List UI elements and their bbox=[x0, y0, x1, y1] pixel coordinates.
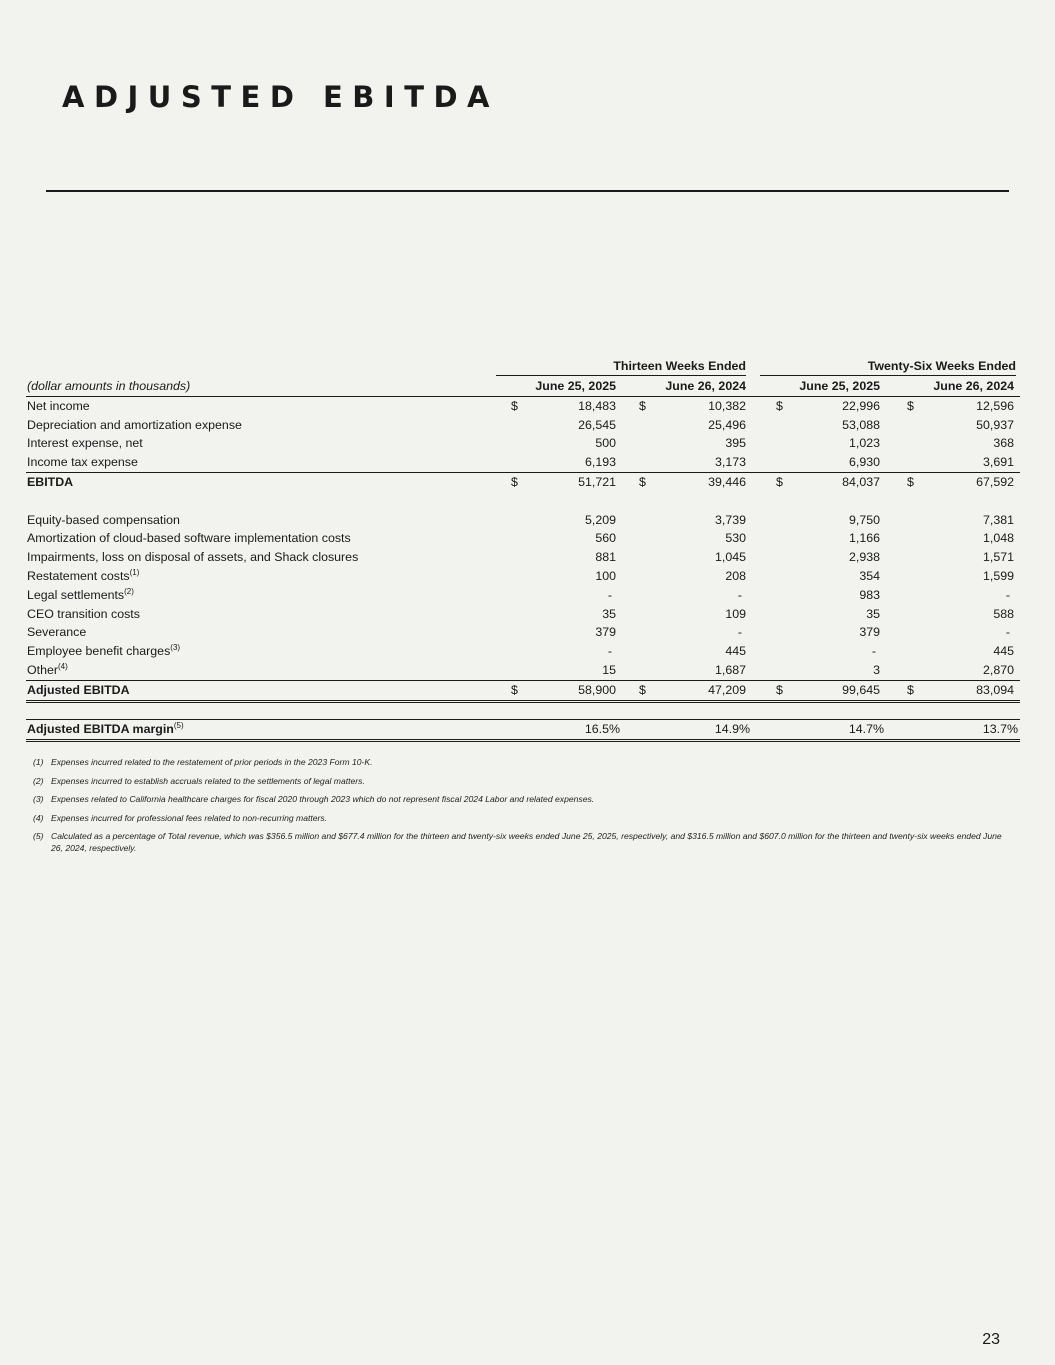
group-header-twenty-six-weeks: Twenty-Six Weeks Ended bbox=[760, 358, 1016, 376]
cell-value: 1,023 bbox=[848, 436, 880, 451]
cell-value: 881 bbox=[595, 550, 616, 565]
cell-value: 445 bbox=[725, 644, 746, 659]
footnote bbox=[33, 756, 1003, 768]
footnote bbox=[33, 793, 1003, 805]
cell-value: - bbox=[737, 625, 742, 640]
currency-symbol: $ bbox=[639, 398, 646, 413]
cell-value: 445 bbox=[993, 644, 1014, 659]
column-header: June 25, 2025 bbox=[535, 379, 616, 393]
currency-symbol: $ bbox=[511, 398, 518, 413]
cell-value: 3 bbox=[873, 662, 880, 677]
cell-value: 1,166 bbox=[848, 531, 880, 546]
row-label: Other$^{(4)}$ bbox=[27, 661, 68, 677]
footnote-text: Expenses related to California healthcare charges for fiscal 2020 through 2023 which do not represent fiscal 2024 Labor and related expenses. bbox=[51, 794, 595, 804]
cell-value: 15 bbox=[602, 662, 616, 677]
cell-value: 16.5% bbox=[584, 722, 620, 737]
cell-value: 14.9% bbox=[714, 722, 750, 737]
cell-value: 1,048 bbox=[982, 531, 1014, 546]
currency-symbol: $ bbox=[511, 474, 518, 489]
cell-value: 53,088 bbox=[842, 417, 880, 432]
table-row bbox=[26, 605, 1020, 624]
footnote bbox=[33, 830, 1003, 854]
cell-value: 51,721 bbox=[578, 474, 616, 489]
group-header-thirteen-weeks: Thirteen Weeks Ended bbox=[496, 358, 746, 376]
currency-symbol: $ bbox=[907, 474, 914, 489]
cell-value: 5,209 bbox=[584, 512, 616, 527]
cell-value: 35 bbox=[602, 606, 616, 621]
row-label: CEO transition costs bbox=[27, 606, 140, 621]
cell-value: - bbox=[1005, 625, 1010, 640]
cell-value: - bbox=[1005, 587, 1010, 602]
row-label: Adjusted EBITDA bbox=[27, 682, 130, 697]
table-row-adjusted-ebitda bbox=[26, 681, 1020, 701]
table-row bbox=[26, 434, 1020, 453]
footnote-text: Expenses incurred related to the restatement of prior periods in the 2023 Form 10-K. bbox=[51, 757, 373, 767]
table-row bbox=[26, 453, 1020, 473]
cell-value: 83,094 bbox=[976, 682, 1014, 697]
cell-value: - bbox=[737, 587, 742, 602]
cell-value: 6,193 bbox=[584, 455, 616, 470]
footnote bbox=[33, 812, 1003, 824]
row-label: Adjusted EBITDA margin$^{(5)}$ bbox=[27, 721, 184, 737]
cell-value: 1,599 bbox=[982, 568, 1014, 583]
table-row bbox=[26, 567, 1020, 586]
table-row bbox=[26, 623, 1020, 642]
table-row bbox=[26, 642, 1020, 661]
footnote bbox=[33, 775, 1003, 787]
table-row bbox=[26, 416, 1020, 435]
footnote-marker: (2) bbox=[124, 586, 134, 596]
cell-value: 1,687 bbox=[714, 662, 746, 677]
cell-value: 500 bbox=[595, 436, 616, 451]
currency-symbol: $ bbox=[907, 682, 914, 697]
cell-value: 560 bbox=[595, 531, 616, 546]
cell-value: 1,571 bbox=[982, 550, 1014, 565]
page-number: 23 bbox=[982, 1331, 1000, 1348]
row-label: Income tax expense bbox=[27, 455, 138, 470]
cell-value: 9,750 bbox=[848, 512, 880, 527]
page-title: ADJUSTED EBITDA bbox=[62, 80, 500, 114]
row-label: Depreciation and amortization expense bbox=[27, 417, 242, 432]
currency-symbol: $ bbox=[776, 474, 783, 489]
currency-symbol: $ bbox=[907, 398, 914, 413]
cell-value: 99,645 bbox=[842, 682, 880, 697]
row-label: Severance bbox=[27, 625, 87, 640]
footnote-number: (4) bbox=[33, 812, 44, 823]
cell-value: 26,545 bbox=[578, 417, 616, 432]
cell-value: 1,045 bbox=[714, 550, 746, 565]
cell-value: 379 bbox=[595, 625, 616, 640]
row-spacer bbox=[26, 701, 1020, 720]
cell-value: 6,930 bbox=[848, 455, 880, 470]
footnote-text: Calculated as a percentage of Total revenue, which was $356.5 million and $677.4 million for the thirteen and twenty-six weeks ended June 25, 2025, respectively, and $316.5 million and $607.0 million for the thirteen and twenty-six weeks ended June 26, 2024, respectively. bbox=[51, 831, 1002, 853]
footnote-marker: (3) bbox=[170, 643, 181, 653]
unit-label: (dollar amounts in thousands) bbox=[27, 379, 191, 393]
cell-value: 588 bbox=[993, 606, 1014, 621]
cell-value: 3,691 bbox=[982, 455, 1014, 470]
cell-value: 395 bbox=[725, 436, 746, 451]
cell-value: 208 bbox=[725, 568, 746, 583]
footnote-number: (5) bbox=[33, 831, 44, 841]
cell-value: 109 bbox=[725, 606, 746, 621]
footnote-marker: (5) bbox=[173, 721, 184, 731]
footnote-text: Expenses incurred to establish accruals related to the settlements of legal matters. bbox=[51, 775, 365, 786]
row-spacer bbox=[26, 492, 1020, 511]
cell-value: 47,209 bbox=[708, 682, 746, 697]
footnotes bbox=[33, 756, 1003, 861]
table-row bbox=[26, 661, 1020, 681]
row-label: EBITDA bbox=[27, 474, 74, 489]
cell-value: 354 bbox=[859, 568, 880, 583]
currency-symbol: $ bbox=[776, 398, 783, 413]
column-header: June 25, 2025 bbox=[799, 379, 880, 393]
currency-symbol: $ bbox=[639, 682, 646, 697]
cell-value: - bbox=[871, 644, 876, 659]
cell-value: 530 bbox=[725, 531, 746, 546]
cell-value: 12,596 bbox=[976, 398, 1014, 413]
group-header-row bbox=[26, 358, 1020, 377]
table-row bbox=[26, 397, 1020, 416]
cell-value: 379 bbox=[859, 625, 880, 640]
row-label: Net income bbox=[27, 398, 90, 413]
footnote-number: (3) bbox=[33, 794, 44, 804]
cell-value: 983 bbox=[859, 587, 880, 602]
row-label: Impairments, loss on disposal of assets, and Shack closures bbox=[27, 550, 359, 565]
footnote-text: Expenses incurred for professional fees related to non-recurring matters. bbox=[51, 812, 328, 823]
cell-value: 14.7% bbox=[848, 722, 884, 737]
cell-value: 39,446 bbox=[708, 474, 746, 489]
cell-value: 13.7% bbox=[982, 722, 1018, 737]
cell-value: 84,037 bbox=[842, 474, 880, 489]
table-row bbox=[26, 586, 1020, 605]
column-header: June 26, 2024 bbox=[665, 379, 746, 393]
cell-value: 58,900 bbox=[578, 682, 616, 697]
table-row-ebitda bbox=[26, 473, 1020, 492]
table-row-adjusted-ebitda-margin bbox=[26, 719, 1020, 740]
currency-symbol: $ bbox=[511, 682, 518, 697]
adjusted-ebitda-table bbox=[26, 358, 1020, 740]
column-header: June 26, 2024 bbox=[933, 379, 1014, 393]
table-row bbox=[26, 511, 1020, 530]
table-row bbox=[26, 548, 1020, 567]
cell-value: 35 bbox=[866, 606, 880, 621]
cell-value: 50,937 bbox=[976, 417, 1014, 432]
cell-value: 2,870 bbox=[982, 662, 1014, 677]
footnote-number: (1) bbox=[33, 757, 44, 767]
cell-value: 7,381 bbox=[982, 512, 1014, 527]
footnote-number: (2) bbox=[33, 775, 44, 786]
row-label: Legal settlements$^{(2)}$ bbox=[27, 586, 134, 602]
cell-value: 67,592 bbox=[976, 474, 1014, 489]
row-label: Employee benefit charges$^{(3)}$ bbox=[27, 643, 181, 659]
title-divider bbox=[46, 190, 1009, 192]
footnote-marker: (4) bbox=[58, 661, 68, 671]
cell-value: 22,996 bbox=[842, 398, 880, 413]
cell-value: 3,173 bbox=[714, 455, 746, 470]
cell-value: - bbox=[607, 644, 612, 659]
cell-value: 368 bbox=[993, 436, 1014, 451]
cell-value: - bbox=[607, 587, 612, 602]
row-label: Restatement costs$^{(1)}$ bbox=[27, 567, 140, 583]
currency-symbol: $ bbox=[776, 682, 783, 697]
footnote-marker: (1) bbox=[129, 567, 140, 577]
cell-value: 100 bbox=[595, 568, 616, 583]
cell-value: 25,496 bbox=[708, 417, 746, 432]
cell-value: 10,382 bbox=[708, 398, 746, 413]
cell-value: 3,739 bbox=[714, 512, 746, 527]
table-row bbox=[26, 529, 1020, 548]
currency-symbol: $ bbox=[639, 474, 646, 489]
cell-value: 2,938 bbox=[848, 550, 880, 565]
row-label: Equity-based compensation bbox=[27, 512, 180, 527]
cell-value: 18,483 bbox=[578, 398, 616, 413]
row-label: Interest expense, net bbox=[27, 436, 143, 451]
column-header-row bbox=[26, 377, 1020, 397]
row-label: Amortization of cloud-based software implementation costs bbox=[27, 531, 351, 546]
